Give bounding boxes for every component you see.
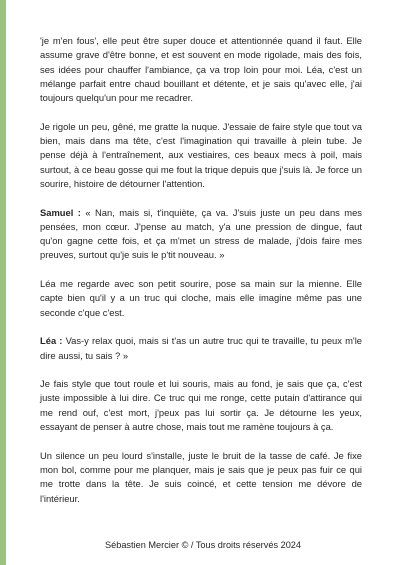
decorative-side-bar bbox=[0, 0, 6, 565]
dialogue-paragraph bbox=[40, 334, 362, 363]
paragraph bbox=[40, 449, 362, 506]
paragraph bbox=[40, 377, 362, 434]
speaker-name: Samuel : bbox=[40, 206, 81, 218]
paragraph-text: 'je m'en fous', elle peut être super douce et attentionnée quand il faut. Elle assume grave d'être bonne, et est souvent en mode rigolade, mais des fois, ses idées pour chauffer l'ambiance, ça va trop loin pour moi. Léa, c'est un mélange parfait entre chaud bouillant et détente, et je sais qu'avec elle, j'ai toujours quelqu'un pour me recadrer. bbox=[40, 35, 362, 104]
paragraph bbox=[40, 34, 362, 105]
paragraph bbox=[40, 277, 362, 320]
paragraph-text: Léa me regarde avec son petit sourire, pose sa main sur la mienne. Elle capte bien qu'il y a un truc qui cloche, mais elle imagine même pas une seconde c'que c'est. bbox=[40, 278, 362, 318]
page-content bbox=[40, 34, 362, 520]
paragraph bbox=[40, 120, 362, 191]
paragraph-text: Un silence un peu lourd s'installe, juste le bruit de la tasse de café. Je fixe mon bol, comme pour me planquer, mais je sais que je peux pas fuir ce qui me trotte dans la tête. Je suis coincé, et cette tension me dévore de l'intérieur. bbox=[40, 449, 362, 504]
speaker-name: Léa : bbox=[40, 335, 63, 347]
dialogue-text: « Nan, mais si, t'inquiète, ça va. J'suis juste un peu dans mes pensées, mon cœur. J'pense au match, y'a une pression de dingue, faut qu'on gagne cette fois, et ça m'met un stress de malade, j'dois faire mes preuves, surtout qu'je suis le p'tit nouveau. » bbox=[40, 206, 362, 261]
dialogue-paragraph bbox=[40, 206, 362, 263]
paragraph-text: Je rigole un peu, gêné, me gratte la nuque. J'essaie de faire style que tout va bien, mais dans ma tête, c'est l'imagination qui travaille à plein tube. Je pense déjà à l'entraînement, aux vestiaires, ces beaux mecs à poil, mais surtout, à ce beau gosse qui me fout la trique depuis que j'suis là. Je force un sourire, histoire de détourner l'attention. bbox=[40, 120, 362, 189]
paragraph-text: Je fais style que tout roule et lui souris, mais au fond, je sais que ça, c'est juste impossible à lui dire. Ce truc qui me ronge, cette putain d'attirance qui me rend ouf, c'est mort, j'peux pas lui sortir ça. Je détourne les yeux, essayant de penser à autre chose, mais tout me ramène toujours à ça. bbox=[40, 378, 362, 433]
page-footer: Sébastien Mercier © / Tous droits réservés 2024 bbox=[104, 540, 302, 550]
dialogue-text: Vas-y relax quoi, mais si t'as un autre truc qui te travaille, tu peux m'le dire aussi, tu sais ? » bbox=[40, 335, 362, 361]
